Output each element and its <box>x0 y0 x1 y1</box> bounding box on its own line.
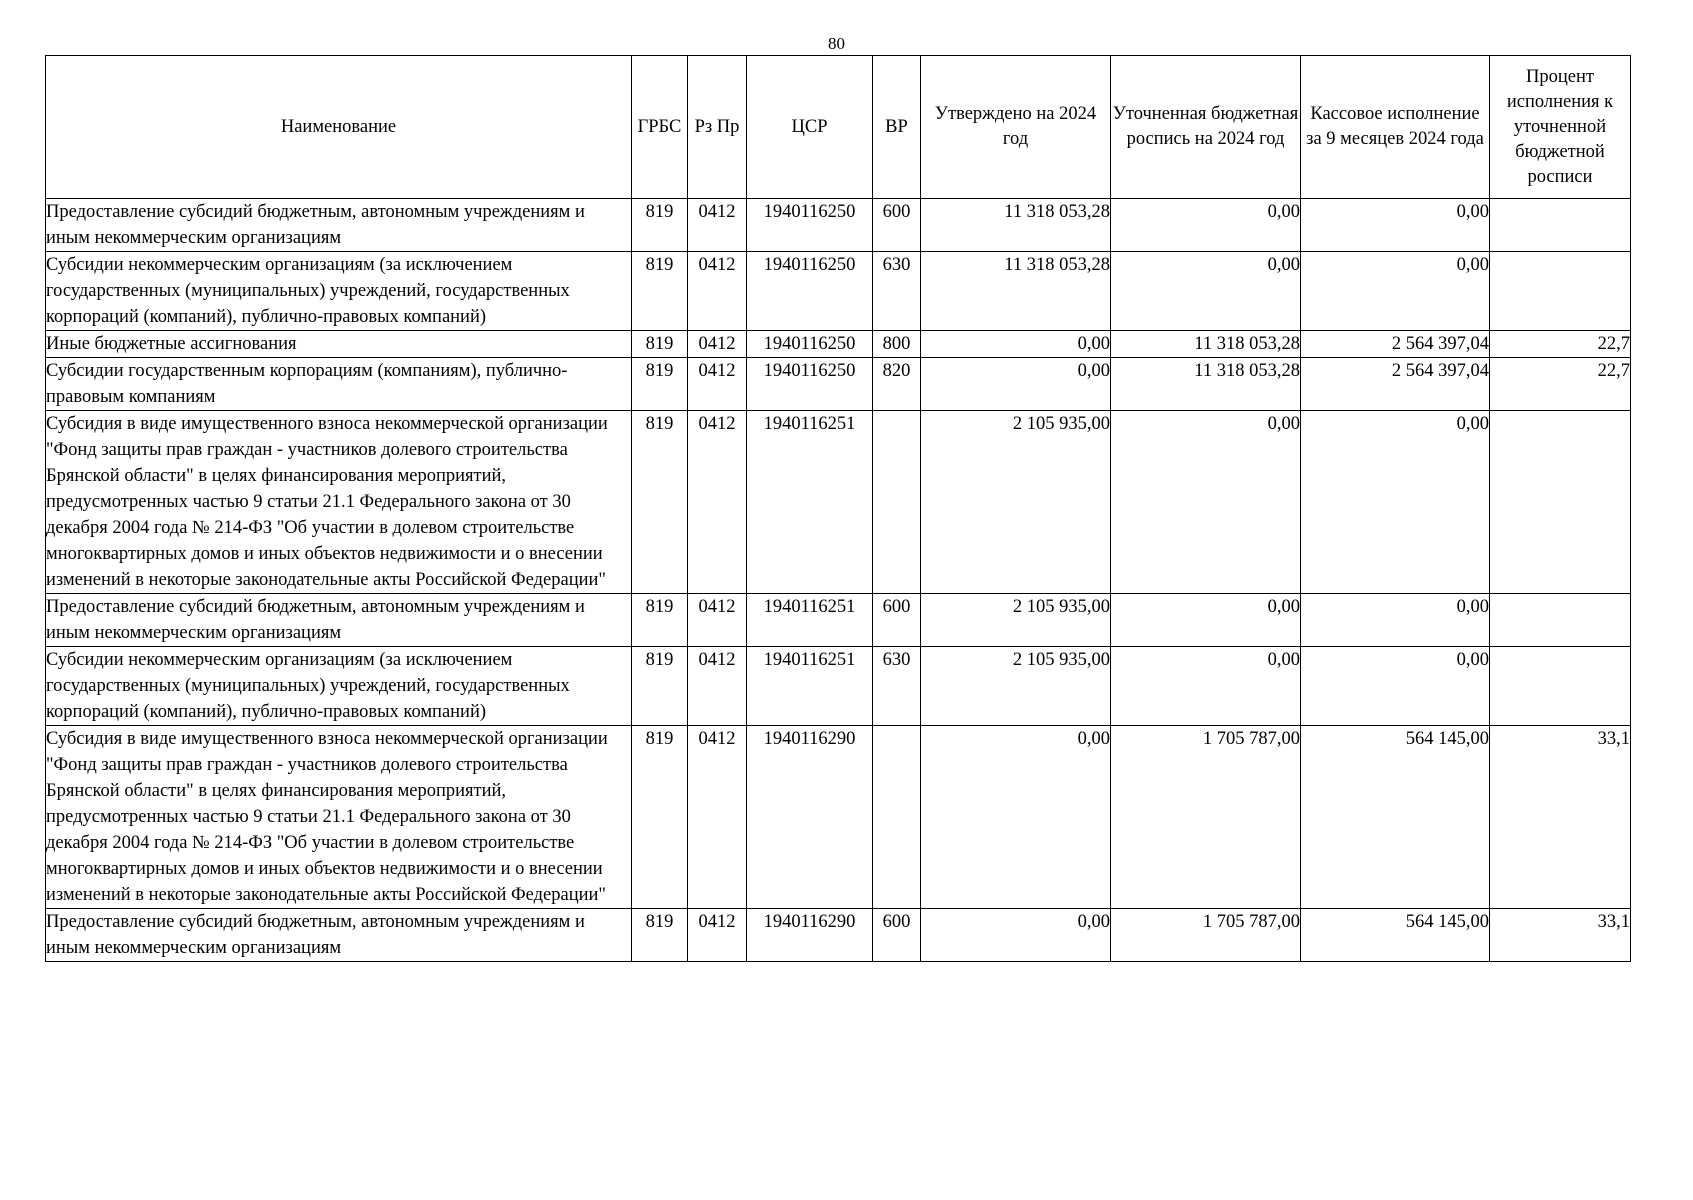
cell-cash: 564 145,00 <box>1301 909 1490 962</box>
cell-rzpr: 0412 <box>688 726 747 909</box>
cell-vr: 630 <box>873 647 921 726</box>
header-name: Наименование <box>46 56 632 199</box>
cell-cash: 564 145,00 <box>1301 726 1490 909</box>
cell-percent: 22,7 <box>1490 331 1631 358</box>
cell-percent <box>1490 411 1631 594</box>
cell-csr: 1940116250 <box>747 331 873 358</box>
cell-vr: 600 <box>873 594 921 647</box>
cell-csr: 1940116290 <box>747 726 873 909</box>
table-row <box>46 594 1631 647</box>
cell-cash: 0,00 <box>1301 594 1490 647</box>
cell-rzpr: 0412 <box>688 199 747 252</box>
cell-cash: 2 564 397,04 <box>1301 358 1490 411</box>
cell-refined: 0,00 <box>1111 199 1301 252</box>
table-row <box>46 726 1631 909</box>
cell-percent <box>1490 647 1631 726</box>
cell-name: Субсидия в виде имущественного взноса некоммерческой организации "Фонд защиты прав граждан - участников долевого строительства Брянской области" в целях финансирования мероприятий, предусмотренных частью 9 статьи 21.1 Федерального закона от 30 декабря 2004 года № 214-ФЗ "Об участии в долевом строительстве многоквартирных домов и иных объектов недвижимости и о внесении изменений в некоторые законодательные акты Российской Федерации" <box>46 726 632 909</box>
cell-vr: 630 <box>873 252 921 331</box>
cell-grbs: 819 <box>632 594 688 647</box>
header-percent: Процент исполнения к уточненной бюджетной росписи <box>1490 56 1631 199</box>
cell-refined: 11 318 053,28 <box>1111 331 1301 358</box>
cell-name: Предоставление субсидий бюджетным, автономным учреждениям и иным некоммерческим организациям <box>46 909 632 962</box>
cell-csr: 1940116251 <box>747 411 873 594</box>
cell-rzpr: 0412 <box>688 647 747 726</box>
cell-vr: 800 <box>873 331 921 358</box>
cell-refined: 0,00 <box>1111 594 1301 647</box>
table-body <box>46 199 1631 962</box>
cell-grbs: 819 <box>632 726 688 909</box>
cell-csr: 1940116250 <box>747 252 873 331</box>
cell-csr: 1940116250 <box>747 199 873 252</box>
cell-name: Субсидии некоммерческим организациям (за исключением государственных (муниципальных) учреждений, государственных корпораций (компаний), публично-правовых компаний) <box>46 647 632 726</box>
cell-cash: 2 564 397,04 <box>1301 331 1490 358</box>
header-csr: ЦСР <box>747 56 873 199</box>
cell-refined: 0,00 <box>1111 411 1301 594</box>
cell-csr: 1940116290 <box>747 909 873 962</box>
cell-name: Предоставление субсидий бюджетным, автономным учреждениям и иным некоммерческим организациям <box>46 199 632 252</box>
header-refined: Уточненная бюджетная роспись на 2024 год <box>1111 56 1301 199</box>
cell-refined: 1 705 787,00 <box>1111 909 1301 962</box>
table-row <box>46 199 1631 252</box>
table-row <box>46 252 1631 331</box>
cell-rzpr: 0412 <box>688 331 747 358</box>
cell-approved: 0,00 <box>921 358 1111 411</box>
cell-cash: 0,00 <box>1301 252 1490 331</box>
cell-approved: 2 105 935,00 <box>921 594 1111 647</box>
budget-table <box>45 55 1631 962</box>
header-approved: Утверждено на 2024 год <box>921 56 1111 199</box>
cell-cash: 0,00 <box>1301 411 1490 594</box>
cell-name: Субсидия в виде имущественного взноса некоммерческой организации "Фонд защиты прав граждан - участников долевого строительства Брянской области" в целях финансирования мероприятий, предусмотренных частью 9 статьи 21.1 Федерального закона от 30 декабря 2004 года № 214-ФЗ "Об участии в долевом строительстве многоквартирных домов и иных объектов недвижимости и о внесении изменений в некоторые законодательные акты Российской Федерации" <box>46 411 632 594</box>
cell-approved: 0,00 <box>921 726 1111 909</box>
cell-refined: 0,00 <box>1111 647 1301 726</box>
cell-rzpr: 0412 <box>688 411 747 594</box>
header-cash: Кассовое исполнение за 9 месяцев 2024 года <box>1301 56 1490 199</box>
cell-csr: 1940116251 <box>747 594 873 647</box>
cell-vr: 600 <box>873 909 921 962</box>
cell-grbs: 819 <box>632 909 688 962</box>
cell-approved: 11 318 053,28 <box>921 252 1111 331</box>
header-grbs: ГРБС <box>632 56 688 199</box>
cell-csr: 1940116250 <box>747 358 873 411</box>
cell-cash: 0,00 <box>1301 199 1490 252</box>
cell-name: Предоставление субсидий бюджетным, автономным учреждениям и иным некоммерческим организациям <box>46 594 632 647</box>
cell-vr: 820 <box>873 358 921 411</box>
cell-percent: 33,1 <box>1490 909 1631 962</box>
cell-vr <box>873 726 921 909</box>
cell-grbs: 819 <box>632 411 688 594</box>
table-row <box>46 358 1631 411</box>
cell-approved: 0,00 <box>921 331 1111 358</box>
cell-name: Иные бюджетные ассигнования <box>46 331 632 358</box>
cell-grbs: 819 <box>632 331 688 358</box>
table-header <box>46 56 1631 199</box>
table-row <box>46 331 1631 358</box>
cell-grbs: 819 <box>632 647 688 726</box>
cell-percent <box>1490 594 1631 647</box>
cell-name: Субсидии государственным корпорациям (компаниям), публично-правовым компаниям <box>46 358 632 411</box>
cell-grbs: 819 <box>632 199 688 252</box>
cell-percent: 33,1 <box>1490 726 1631 909</box>
cell-percent <box>1490 199 1631 252</box>
cell-rzpr: 0412 <box>688 909 747 962</box>
page-number-text: 80 <box>828 34 845 53</box>
table-row <box>46 909 1631 962</box>
cell-grbs: 819 <box>632 358 688 411</box>
cell-cash: 0,00 <box>1301 647 1490 726</box>
cell-csr: 1940116251 <box>747 647 873 726</box>
cell-approved: 2 105 935,00 <box>921 411 1111 594</box>
header-rzpr: Рз Пр <box>688 56 747 199</box>
cell-rzpr: 0412 <box>688 252 747 331</box>
table-row <box>46 647 1631 726</box>
cell-percent: 22,7 <box>1490 358 1631 411</box>
cell-refined: 1 705 787,00 <box>1111 726 1301 909</box>
cell-approved: 11 318 053,28 <box>921 199 1111 252</box>
cell-name: Субсидии некоммерческим организациям (за исключением государственных (муниципальных) учреждений, государственных корпораций (компаний), публично-правовых компаний) <box>46 252 632 331</box>
cell-grbs: 819 <box>632 252 688 331</box>
cell-refined: 0,00 <box>1111 252 1301 331</box>
cell-rzpr: 0412 <box>688 358 747 411</box>
cell-rzpr: 0412 <box>688 594 747 647</box>
cell-percent <box>1490 252 1631 331</box>
header-vr: ВР <box>873 56 921 199</box>
cell-vr <box>873 411 921 594</box>
cell-approved: 2 105 935,00 <box>921 647 1111 726</box>
cell-vr: 600 <box>873 199 921 252</box>
table-row <box>46 411 1631 594</box>
cell-approved: 0,00 <box>921 909 1111 962</box>
cell-refined: 11 318 053,28 <box>1111 358 1301 411</box>
